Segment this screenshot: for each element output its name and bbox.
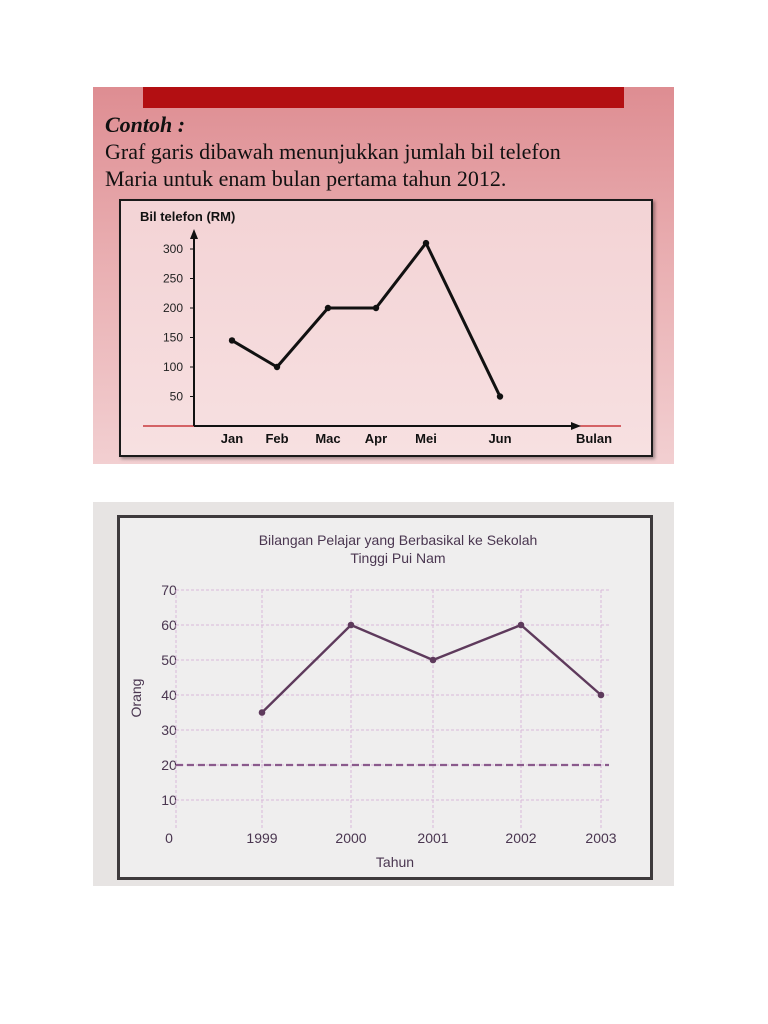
data-point bbox=[229, 337, 235, 343]
x-tick-label: 2002 bbox=[505, 830, 537, 846]
x-tick-label: Jun bbox=[488, 431, 512, 446]
data-point bbox=[423, 240, 429, 246]
y-tick-label: 250 bbox=[162, 271, 183, 286]
y-tick-label: 40 bbox=[161, 687, 177, 703]
series-line bbox=[262, 625, 601, 713]
data-point bbox=[259, 709, 266, 716]
data-point bbox=[497, 393, 503, 399]
x-axis-label: Bulan bbox=[575, 431, 613, 446]
y-tick-label: 30 bbox=[161, 722, 177, 738]
data-point bbox=[598, 692, 605, 699]
phone-bill-line-chart bbox=[93, 87, 674, 464]
chart-title-line-2: Tinggi Pui Nam bbox=[350, 550, 446, 566]
x-tick-label: 1999 bbox=[246, 830, 278, 846]
x-tick-label: 2001 bbox=[417, 830, 449, 846]
data-point bbox=[373, 305, 379, 311]
origin-label: 0 bbox=[165, 830, 173, 846]
data-point bbox=[348, 622, 355, 629]
data-point bbox=[325, 305, 331, 311]
y-tick-label: 70 bbox=[161, 582, 177, 598]
data-point bbox=[274, 364, 280, 370]
x-axis-label: Tahun bbox=[375, 854, 415, 870]
description-line-1: Graf garis dibawah menunjukkan jumlah bil telefon bbox=[105, 139, 561, 164]
y-tick-label: 150 bbox=[162, 330, 183, 345]
data-point bbox=[430, 657, 437, 664]
description-line-2: Maria untuk enam bulan pertama tahun 2012. bbox=[105, 166, 507, 191]
y-axis-label: Orang bbox=[128, 678, 144, 718]
y-tick-label: 60 bbox=[161, 617, 177, 633]
y-tick-label: 200 bbox=[162, 301, 183, 315]
example-panel bbox=[93, 87, 674, 464]
series-line bbox=[232, 243, 500, 396]
x-tick-label: Feb bbox=[265, 431, 289, 446]
y-tick-label: 300 bbox=[162, 242, 183, 256]
x-tick-label: Mac bbox=[315, 431, 341, 446]
x-tick-label: Apr bbox=[364, 431, 388, 446]
x-tick-label: 2003 bbox=[585, 830, 617, 846]
bicycle-students-line-chart bbox=[93, 502, 674, 886]
x-axis-arrow bbox=[571, 422, 581, 430]
y-axis-label: Bil telefon (RM) bbox=[140, 209, 236, 224]
x-tick-label: Jan bbox=[220, 431, 244, 446]
example-label: Contoh : bbox=[105, 112, 186, 137]
x-tick-label: Mei bbox=[415, 431, 437, 446]
y-tick-label: 100 bbox=[162, 360, 183, 374]
y-tick-label: 10 bbox=[161, 792, 177, 808]
chart-title-line-1: Bilangan Pelajar yang Berbasikal ke Sekolah bbox=[258, 532, 538, 548]
y-axis-arrow bbox=[190, 229, 198, 239]
y-tick-label: 50 bbox=[161, 652, 177, 668]
y-tick-label: 50 bbox=[169, 389, 183, 404]
data-point bbox=[518, 622, 525, 629]
y-tick-label: 20 bbox=[161, 757, 177, 773]
bicycle-students-panel bbox=[93, 502, 674, 886]
x-tick-label: 2000 bbox=[335, 830, 367, 846]
